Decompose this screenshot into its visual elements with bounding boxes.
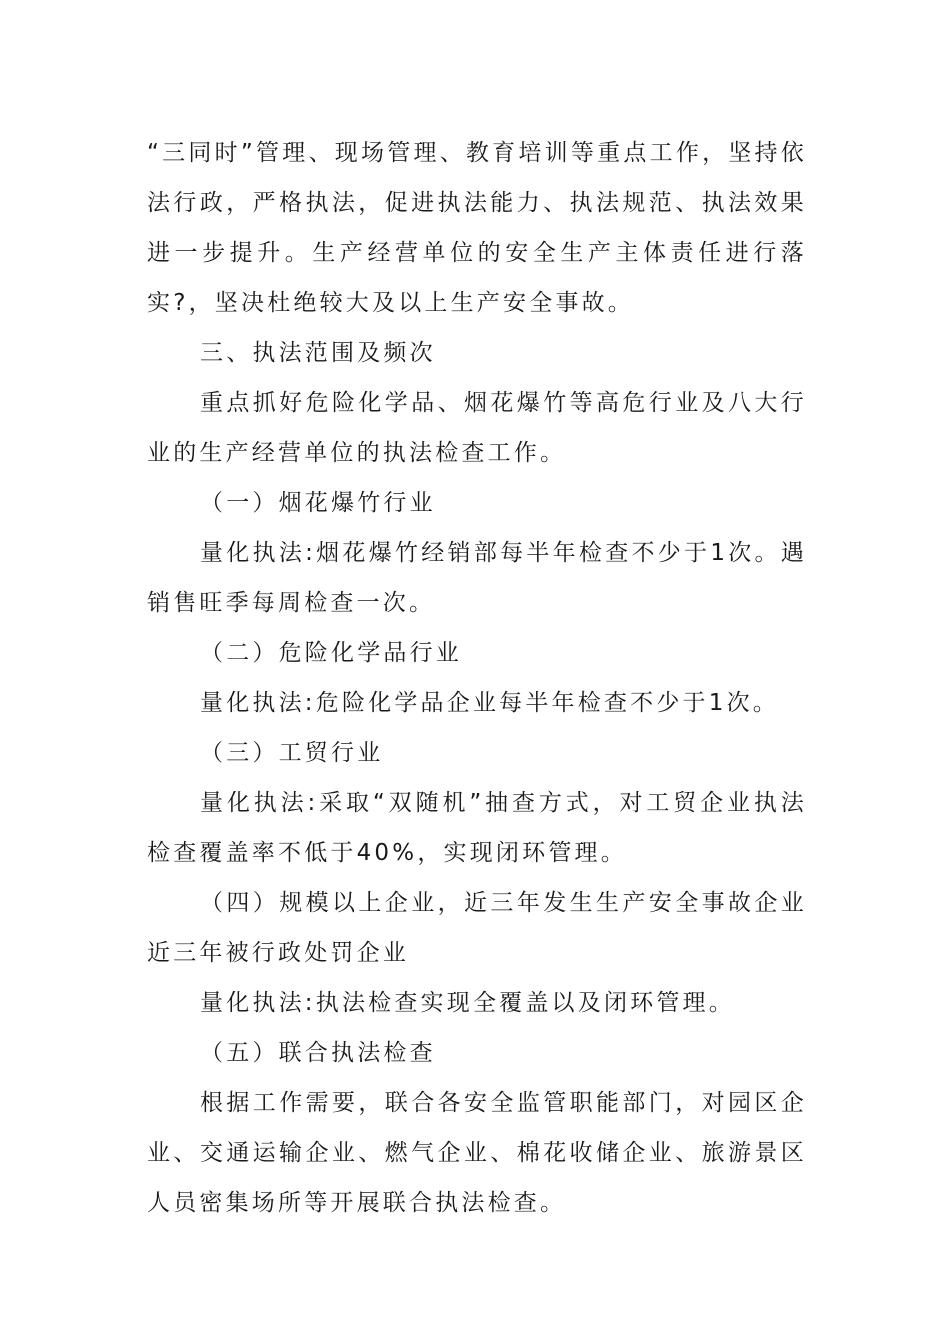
paragraph-chemicals-enforcement: 量化执法:危险化学品企业每半年检查不少于1次。 (200, 690, 779, 716)
paragraph-large-enterprises-enforcement: 量化执法:执法检查实现全覆盖以及闭环管理。 (200, 990, 735, 1016)
paragraph-scope-intro: 重点抓好危险化学品、烟花爆竹等高危行业及八大行业的生产经营单位的执法检查工作。 (147, 390, 807, 466)
paragraph-joint-inspection: 根据工作需要，联合各安全监管职能部门，对园区企业、交通运输企业、燃气企业、棉花收储企业、旅游景区人员密集场所等开展联合执法检查。 (147, 1090, 807, 1216)
subheading-fireworks: （一）烟花爆竹行业 (200, 490, 436, 516)
subheading-hazardous-chemicals: （二）危险化学品行业 (200, 640, 462, 666)
section-heading-scope: 三、执法范围及频次 (200, 340, 436, 366)
subheading-large-enterprises: （四）规模以上企业，近三年发生生产安全事故企业近三年被行政处罚企业 (147, 890, 807, 966)
paragraph-fireworks-enforcement: 量化执法:烟花爆竹经销部每半年检查不少于1次。遇销售旺季每周检查一次。 (147, 540, 807, 616)
paragraph-industry-enforcement: 量化执法:采取“双随机”抽查方式，对工贸企业执法检查覆盖率不低于40%，实现闭环管理。 (147, 790, 807, 866)
paragraph-continuation: “三同时”管理、现场管理、教育培训等重点工作，坚持依法行政，严格执法，促进执法能力、执法规范、执法效果进一步提升。生产经营单位的安全生产主体责任进行落实?，坚决杜绝较大及以上生产安全事故。 (147, 140, 807, 316)
subheading-joint-inspection: （五）联合执法检查 (200, 1040, 436, 1066)
subheading-industry-trade: （三）工贸行业 (200, 740, 384, 766)
document-body (147, 128, 807, 1228)
